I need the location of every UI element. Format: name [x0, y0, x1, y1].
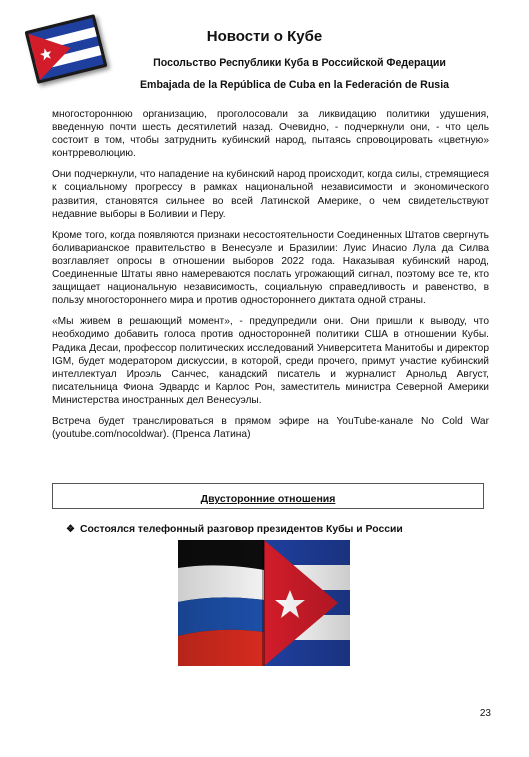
- diamond-bullet-icon: ❖: [66, 524, 75, 535]
- news-headline-item: [66, 524, 403, 535]
- page-title: Новости о Кубе: [206, 28, 323, 45]
- section-heading-box: [52, 483, 484, 509]
- embassy-name-es: Embajada de la República de Cuba en la Federación de Rusia: [139, 79, 450, 91]
- russia-cuba-flags-photo: [178, 540, 350, 666]
- article-paragraph: Кроме того, когда появляются признаки несостоятельности Соединенных Штатов свергнуть боливарианское правительство в Венесуэле и Бразилии: Луис Инасио Лула да Силва возглавляет опросы в отношении выборов 2022 года. Наказывая кубинский народ, Соединенные Штаты явно намереваются послать угрожающий сигнал, поэтому все те, кто защищает национальную независимость, социальную справедливость и равенство, в пользу многостороннего мира и против одностороннего диктата одной страны.: [52, 229, 489, 307]
- article-paragraph: «Мы живем в решающий момент», - предупредили они. Они пришли к выводу, что необходимо добавить голоса против односторонней политики США в отношении Кубы. Радика Десаи, профессор политических исследований Университета Манитобы и директор IGM, будет модератором дискуссии, в которой, среди прочего, примут участие кубинский интеллектуал Ироэль Санчес, канадский писатель и журналист Арнольд Август, писательница Фиона Эдвардс и Карлос Рон, заместитель министра Северной Америки Министерства иностранных дел Венесуэлы.: [52, 316, 489, 406]
- article-paragraph: многостороннюю организацию, проголосовали за ликвидацию политики удушения, введенную почти шесть десятилетий назад. Очевидно, - подчеркнули они, - что цель состоит в том, чтобы затруднить кубинский народ, пытаясь спровоцировать «цветную» контрреволюцию.: [52, 109, 489, 160]
- news-headline: Состоялся телефонный разговор президентов Кубы и России: [80, 524, 403, 535]
- section-heading: Двусторонние отношения: [200, 493, 336, 505]
- article-body: [52, 108, 489, 449]
- article-paragraph: Встреча будет транслироваться в прямом эфире на YouTube-канале No Cold War (youtube.com/nocoldwar). (Пренса Латина): [52, 415, 489, 441]
- cuban-flag-icon: [25, 14, 108, 84]
- embassy-name-ru: Посольство Республики Куба в Российской Федерации: [153, 57, 446, 69]
- page-number: 23: [479, 708, 491, 719]
- article-paragraph: Они подчеркнули, что нападение на кубинский народ происходит, когда силы, стремящиеся к социальному прогрессу в рамках национальной независимости и экономического развития, становятся сильнее во всей Латинской Америке, о чем свидетельствуют недавние выборы в Боливии и Перу.: [52, 169, 489, 220]
